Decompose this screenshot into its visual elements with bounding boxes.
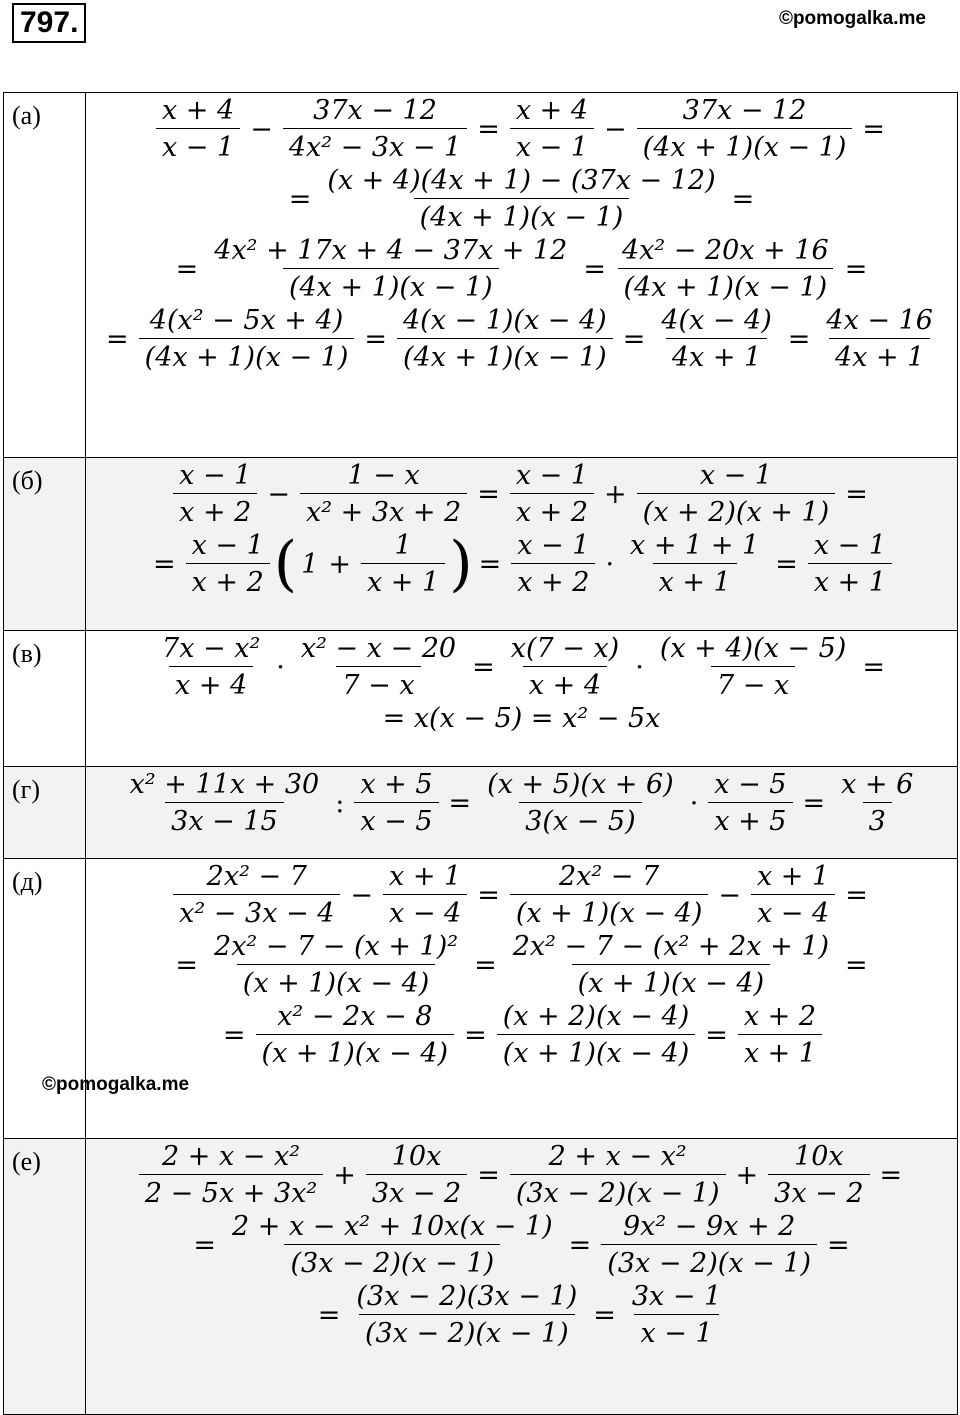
denominator: 7 − x xyxy=(711,666,795,699)
denominator: 3x − 15 xyxy=(165,802,284,835)
operator: = xyxy=(448,787,472,819)
numerator: 4x² − 20x + 16 xyxy=(621,235,829,266)
numerator: x − 1 xyxy=(191,530,264,561)
fraction xyxy=(637,97,853,161)
fraction xyxy=(354,771,438,835)
fraction xyxy=(173,462,257,526)
fraction xyxy=(624,532,765,596)
solution-row xyxy=(4,1139,958,1415)
denominator: (4x + 1)(x − 1) xyxy=(283,268,499,301)
part-solution xyxy=(86,767,958,859)
operator: = xyxy=(583,253,606,285)
numerator: x + 1 xyxy=(757,861,830,892)
fraction xyxy=(226,1213,559,1277)
denominator: x − 1 xyxy=(510,128,594,161)
operator: = xyxy=(477,478,500,510)
numerator: 2x² − 7 − (x² + 2x + 1) xyxy=(512,931,829,962)
equation-line xyxy=(90,529,953,599)
fraction xyxy=(751,863,835,927)
denominator: x + 1 xyxy=(808,563,892,596)
operator: + xyxy=(735,1159,759,1191)
denominator: x + 5 xyxy=(708,802,792,835)
fraction xyxy=(505,635,626,699)
operator: = xyxy=(844,253,868,285)
denominator: 3 xyxy=(863,802,892,835)
fraction xyxy=(510,462,594,526)
fraction xyxy=(481,771,680,835)
operator: = xyxy=(845,478,868,510)
denominator: (x + 1)(x − 4) xyxy=(510,894,709,927)
operator: = xyxy=(288,183,312,215)
equation-line xyxy=(90,307,953,371)
fraction xyxy=(808,532,892,596)
operator: = xyxy=(879,1159,903,1191)
operator: = xyxy=(731,183,755,215)
numerator: 1 − x xyxy=(347,460,420,491)
operator: = xyxy=(364,323,387,355)
denominator: 4x + 1 xyxy=(666,338,767,371)
watermark-top: ©pomogalka.me xyxy=(778,8,926,29)
denominator: x² − 3x − 4 xyxy=(173,894,340,927)
operator: = xyxy=(106,323,129,355)
fraction xyxy=(139,1143,323,1207)
fraction xyxy=(511,532,595,596)
operator: = xyxy=(845,879,868,911)
numerator: (x + 4)(4x + 1) − (37x − 12) xyxy=(327,165,716,196)
operator: = xyxy=(844,949,868,981)
solution-row xyxy=(4,859,958,1139)
numerator: x − 1 xyxy=(179,460,252,491)
operator: − xyxy=(250,113,273,145)
exercise-number: 797. xyxy=(12,3,86,43)
denominator: x − 5 xyxy=(354,802,438,835)
denominator: 4x + 1 xyxy=(829,338,930,371)
fraction xyxy=(626,1283,727,1347)
numerator: x + 4 xyxy=(162,95,235,126)
operator: = xyxy=(478,548,502,580)
operator: · xyxy=(276,651,285,683)
operator: = xyxy=(568,1229,592,1261)
numerator: 7x − x² xyxy=(162,633,261,664)
solution-row xyxy=(4,93,958,458)
numerator: 2x² − 7 − (x + 1)² xyxy=(214,931,459,962)
expression-text: = x(x − 5) = x² − 5x xyxy=(382,703,661,734)
denominator: x² + 3x + 2 xyxy=(300,493,467,526)
denominator: x + 2 xyxy=(173,493,257,526)
operator: − xyxy=(350,879,374,911)
operator: = xyxy=(802,787,826,819)
operator: = xyxy=(472,651,495,683)
denominator: 2 − 5x + 3x² xyxy=(139,1174,323,1207)
fraction xyxy=(321,167,721,231)
equation-line xyxy=(90,167,953,231)
fraction xyxy=(186,532,270,596)
operator: = xyxy=(193,1229,216,1261)
operator: + xyxy=(333,1159,356,1191)
operator: = xyxy=(862,651,885,683)
numerator: x − 1 xyxy=(517,530,590,561)
numerator: x − 1 xyxy=(515,460,589,491)
numerator: x − 1 xyxy=(699,460,773,491)
fraction xyxy=(361,532,445,596)
numerator: x + 2 xyxy=(743,1001,817,1032)
operator: : xyxy=(335,787,345,819)
denominator: (3x − 2)(x − 1) xyxy=(510,1174,726,1207)
operator: = xyxy=(222,1019,246,1051)
operator: = xyxy=(175,949,199,981)
part-solution xyxy=(86,93,958,458)
denominator: x − 4 xyxy=(751,894,835,927)
denominator: (4x + 1)(x − 1) xyxy=(414,198,630,231)
numerator: 37x − 12 xyxy=(313,95,437,126)
numerator: 2x² − 7 xyxy=(206,861,307,892)
numerator: x² − 2x − 8 xyxy=(277,1001,433,1032)
fraction xyxy=(708,771,792,835)
numerator: x + 1 xyxy=(389,861,462,892)
numerator: 3x − 1 xyxy=(631,1281,722,1312)
denominator: (3x − 2)(x − 1) xyxy=(601,1244,817,1277)
numerator: x² − x − 20 xyxy=(300,633,457,664)
denominator: 3(x − 5) xyxy=(519,802,641,835)
part-label: (а) xyxy=(4,93,86,458)
operator: + xyxy=(328,548,351,580)
fraction xyxy=(124,771,326,835)
operator: = xyxy=(152,548,176,580)
fraction xyxy=(601,1213,817,1277)
denominator: (x + 1)(x − 4) xyxy=(497,1034,696,1067)
denominator: x + 2 xyxy=(510,493,594,526)
numerator: 1 xyxy=(394,530,412,561)
denominator: (x + 1)(x − 4) xyxy=(237,964,436,997)
fraction xyxy=(350,1283,583,1347)
numerator: 4(x − 1)(x − 4) xyxy=(402,305,607,336)
numerator: x + 4 xyxy=(515,95,589,126)
numerator: (x + 4)(x − 5) xyxy=(659,633,847,664)
parenthesis: ( xyxy=(273,529,298,599)
fraction xyxy=(139,307,355,371)
denominator: x − 4 xyxy=(383,894,467,927)
denominator: x + 1 xyxy=(653,563,737,596)
operator: = xyxy=(827,1229,850,1261)
fraction xyxy=(300,462,467,526)
operator: = xyxy=(862,113,885,145)
numerator: (x + 2)(x − 4) xyxy=(502,1001,690,1032)
equation-line xyxy=(90,1143,953,1207)
fraction xyxy=(173,863,340,927)
numerator: x + 1 + 1 xyxy=(630,530,760,561)
operator: = xyxy=(477,113,500,145)
watermark-inner: ©pomogalka.me xyxy=(42,1074,190,1095)
fraction xyxy=(768,1143,869,1207)
fraction xyxy=(738,1003,822,1067)
operator: = xyxy=(464,1019,487,1051)
fraction xyxy=(510,1143,726,1207)
denominator: (4x + 1)(x − 1) xyxy=(618,268,834,301)
denominator: 3x − 2 xyxy=(768,1174,869,1207)
operator: = xyxy=(175,253,199,285)
denominator: x + 2 xyxy=(186,563,270,596)
fraction xyxy=(156,97,240,161)
denominator: x − 1 xyxy=(634,1314,718,1347)
operator: − xyxy=(718,879,741,911)
fraction xyxy=(256,1003,455,1067)
denominator: 3x − 2 xyxy=(366,1174,467,1207)
part-label: (в) xyxy=(4,631,86,767)
operator: = xyxy=(317,1299,341,1331)
denominator: x + 1 xyxy=(738,1034,822,1067)
denominator: x + 1 xyxy=(361,563,445,596)
part-solution xyxy=(86,859,958,1139)
fraction xyxy=(655,307,777,371)
numerator: 4(x² − 5x + 4) xyxy=(149,305,344,336)
denominator: (x + 1)(x − 4) xyxy=(572,964,771,997)
parenthesis: ) xyxy=(449,529,473,599)
equation-line xyxy=(90,1283,953,1347)
part-solution xyxy=(86,631,958,767)
denominator: (4x + 1)(x − 1) xyxy=(637,128,853,161)
numerator: 37x − 12 xyxy=(682,95,807,126)
denominator: (3x − 2)(x − 1) xyxy=(359,1314,575,1347)
denominator: x + 4 xyxy=(169,666,253,699)
denominator: 7 − x xyxy=(336,666,420,699)
operator: = xyxy=(622,323,646,355)
numerator: x − 5 xyxy=(714,769,787,800)
denominator: (3x − 2)(x − 1) xyxy=(284,1244,500,1277)
fraction xyxy=(208,933,464,997)
fraction xyxy=(510,863,709,927)
equation-line xyxy=(90,771,953,835)
fraction xyxy=(366,1143,467,1207)
denominator: (4x + 1)(x − 1) xyxy=(139,338,355,371)
part-label: (б) xyxy=(4,458,86,631)
part-solution xyxy=(86,458,958,631)
fraction xyxy=(208,237,573,301)
solution-table xyxy=(3,92,958,1415)
fraction xyxy=(835,771,919,835)
denominator: (x + 2)(x + 1) xyxy=(637,493,836,526)
numerator: x + 6 xyxy=(841,769,914,800)
fraction xyxy=(637,462,836,526)
numerator: 10x xyxy=(391,1141,442,1172)
part-solution xyxy=(86,1139,958,1415)
fraction xyxy=(510,97,594,161)
operator: = xyxy=(593,1299,616,1331)
numerator: 9x² − 9x + 2 xyxy=(622,1211,796,1242)
numerator: 4x − 16 xyxy=(826,305,933,336)
solution-row xyxy=(4,767,958,859)
operator: − xyxy=(604,113,627,145)
fraction xyxy=(397,307,613,371)
numerator: x(7 − x) xyxy=(510,633,620,664)
operator: · xyxy=(689,787,699,819)
operator: · xyxy=(605,548,615,580)
numerator: x² + 11x + 30 xyxy=(129,769,320,800)
fraction xyxy=(497,1003,696,1067)
numerator: 2 + x − x² + 10x(x − 1) xyxy=(232,1211,553,1242)
equation-line xyxy=(90,635,953,699)
denominator: x + 4 xyxy=(523,666,607,699)
denominator: (x + 1)(x − 4) xyxy=(256,1034,455,1067)
denominator: (4x + 1)(x − 1) xyxy=(397,338,613,371)
operator: = xyxy=(705,1019,728,1051)
solution-row xyxy=(4,458,958,631)
part-label: (г) xyxy=(4,767,86,859)
fraction xyxy=(654,635,853,699)
equation-line xyxy=(90,863,953,927)
part-label: (е) xyxy=(4,1139,86,1415)
fraction xyxy=(507,933,835,997)
numerator: x + 5 xyxy=(360,769,433,800)
operator: = xyxy=(477,879,500,911)
operator: = xyxy=(474,949,497,981)
numerator: 10x xyxy=(794,1141,844,1172)
operator: · xyxy=(635,651,644,683)
numerator: (x + 5)(x + 6) xyxy=(487,769,674,800)
equation-line xyxy=(90,237,953,301)
numerator: (3x − 2)(3x − 1) xyxy=(356,1281,578,1312)
operator: = xyxy=(787,323,811,355)
equation-line xyxy=(90,1003,953,1067)
numerator: 2 + x − x² xyxy=(548,1141,687,1172)
fraction xyxy=(295,635,462,699)
operator: = xyxy=(775,548,798,580)
equation-line xyxy=(90,705,953,732)
solution-row xyxy=(4,631,958,767)
denominator: x + 2 xyxy=(511,563,595,596)
fraction xyxy=(283,97,467,161)
equation-line xyxy=(90,462,953,526)
denominator: 4x² − 3x − 1 xyxy=(283,128,467,161)
denominator: x − 1 xyxy=(156,128,240,161)
expression-text: 1 xyxy=(301,548,319,580)
fraction xyxy=(156,635,266,699)
numerator: x − 1 xyxy=(813,530,887,561)
equation-line xyxy=(90,1213,953,1277)
numerator: 2 + x − x² xyxy=(162,1141,301,1172)
numerator: 4x² + 17x + 4 − 37x + 12 xyxy=(214,235,568,266)
operator: + xyxy=(604,478,627,510)
operator: = xyxy=(477,1159,500,1191)
fraction xyxy=(616,237,835,301)
part-label: (д) xyxy=(4,859,86,1139)
equation-line xyxy=(90,933,953,997)
equation-line xyxy=(90,97,953,161)
numerator: 2x² − 7 xyxy=(559,861,660,892)
operator: − xyxy=(267,478,290,510)
fraction xyxy=(820,307,939,371)
fraction xyxy=(383,863,467,927)
numerator: 4(x − 4) xyxy=(661,305,772,336)
